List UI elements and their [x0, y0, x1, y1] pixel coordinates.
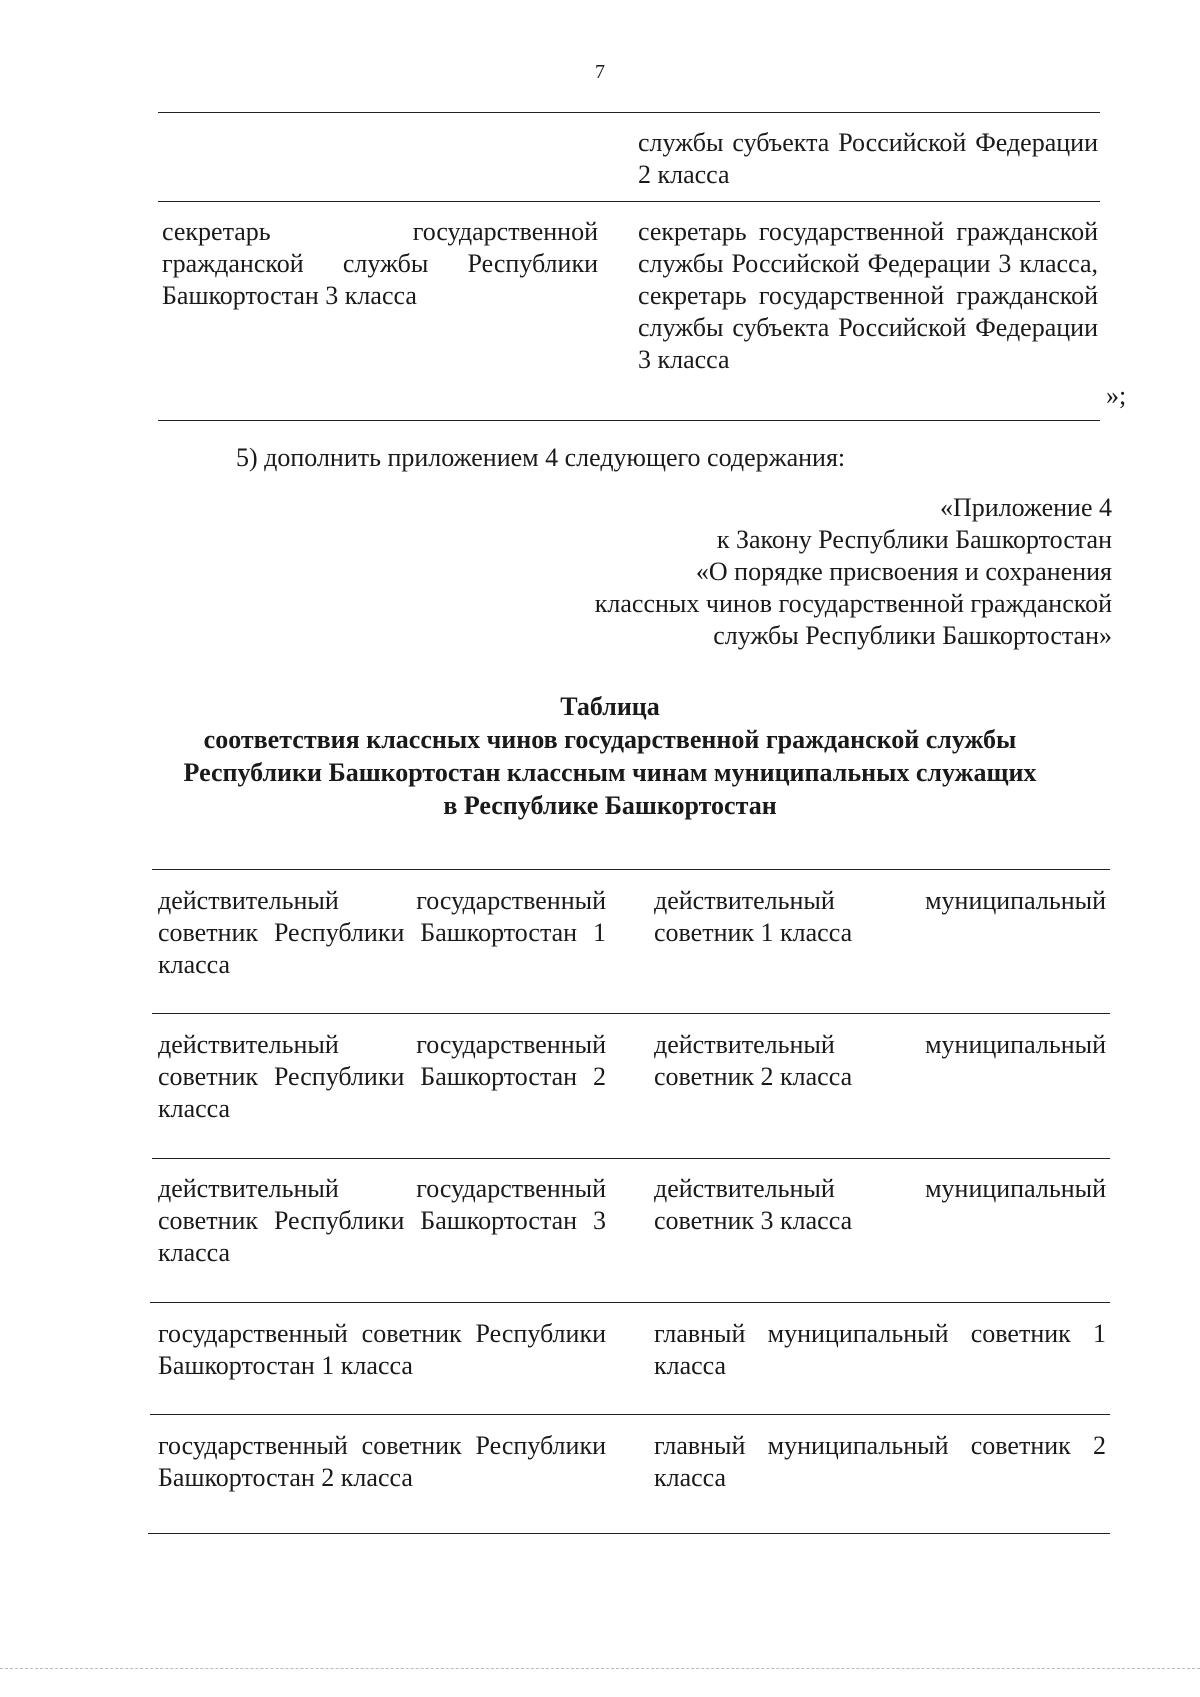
table-row-5-left: государственный советник Республики Башкортостан 2 класса — [158, 1431, 606, 1492]
table-row-3-right: действительный муниципальный советник 3 класса — [654, 1174, 1106, 1235]
table-title-line: в Республике Башкортостан — [443, 791, 777, 820]
table-row-3-left: действительный государственный советник Республики Башкортостан 3 класса — [158, 1174, 606, 1267]
scan-edge-line — [0, 1668, 1200, 1669]
table-rule — [152, 869, 1110, 870]
top-table-row-1-right: службы субъекта Российской Федерации 2 класса — [638, 128, 1098, 189]
table-row-4-left: государственный советник Республики Башкортостан 1 класса — [158, 1319, 606, 1380]
table-row-4-right: главный муниципальный советник 1 класса — [654, 1319, 1106, 1380]
table-rule — [158, 420, 1100, 421]
closing-quote-mark: »; — [1106, 381, 1127, 410]
table-rule — [148, 1533, 1110, 1534]
page-number: 7 — [595, 61, 605, 83]
table-rule — [150, 1302, 1110, 1303]
table-row-2-right: действительный муниципальный советник 2 класса — [654, 1030, 1106, 1091]
table-row-2-left: действительный государственный советник Республики Башкортостан 2 класса — [158, 1030, 606, 1123]
appendix-line: «О порядке присвоения и сохранения — [695, 557, 1112, 586]
table-rule — [152, 1013, 1110, 1014]
appendix-line: классных чинов государственной гражданской — [594, 589, 1112, 618]
appendix-line: к Закону Республики Башкортостан — [716, 525, 1112, 554]
top-table-row-2-right: секретарь государственной гражданской службы Российской Федерации 3 класса, секретарь государственной гражданской службы субъекта Российской Федерации 3 класса — [638, 217, 1098, 374]
table-rule — [152, 1158, 1110, 1159]
table-title-line: Таблица — [560, 692, 660, 721]
amendment-paragraph: 5) дополнить приложением 4 следующего содержания: — [236, 443, 846, 472]
table-rule — [158, 112, 1100, 113]
appendix-line: «Приложение 4 — [939, 493, 1112, 522]
table-title — [120, 690, 1100, 822]
appendix-line: службы Республики Башкортостан» — [713, 621, 1112, 650]
table-row-1-left: действительный государственный советник Республики Башкортостан 1 класса — [158, 886, 606, 979]
table-title-line: соответствия классных чинов государственной гражданской службы — [203, 725, 1017, 754]
table-rule — [158, 201, 1100, 202]
table-title-line: Республики Башкортостан классным чинам муниципальных служащих — [183, 758, 1037, 787]
table-row-5-right: главный муниципальный советник 2 класса — [654, 1431, 1106, 1492]
table-rule — [150, 1414, 1110, 1415]
top-table-row-2-left: секретарь государственной гражданской службы Республики Башкортостан 3 класса — [162, 217, 598, 310]
appendix-header — [492, 492, 1112, 652]
table-row-1-right: действительный муниципальный советник 1 класса — [654, 886, 1106, 947]
